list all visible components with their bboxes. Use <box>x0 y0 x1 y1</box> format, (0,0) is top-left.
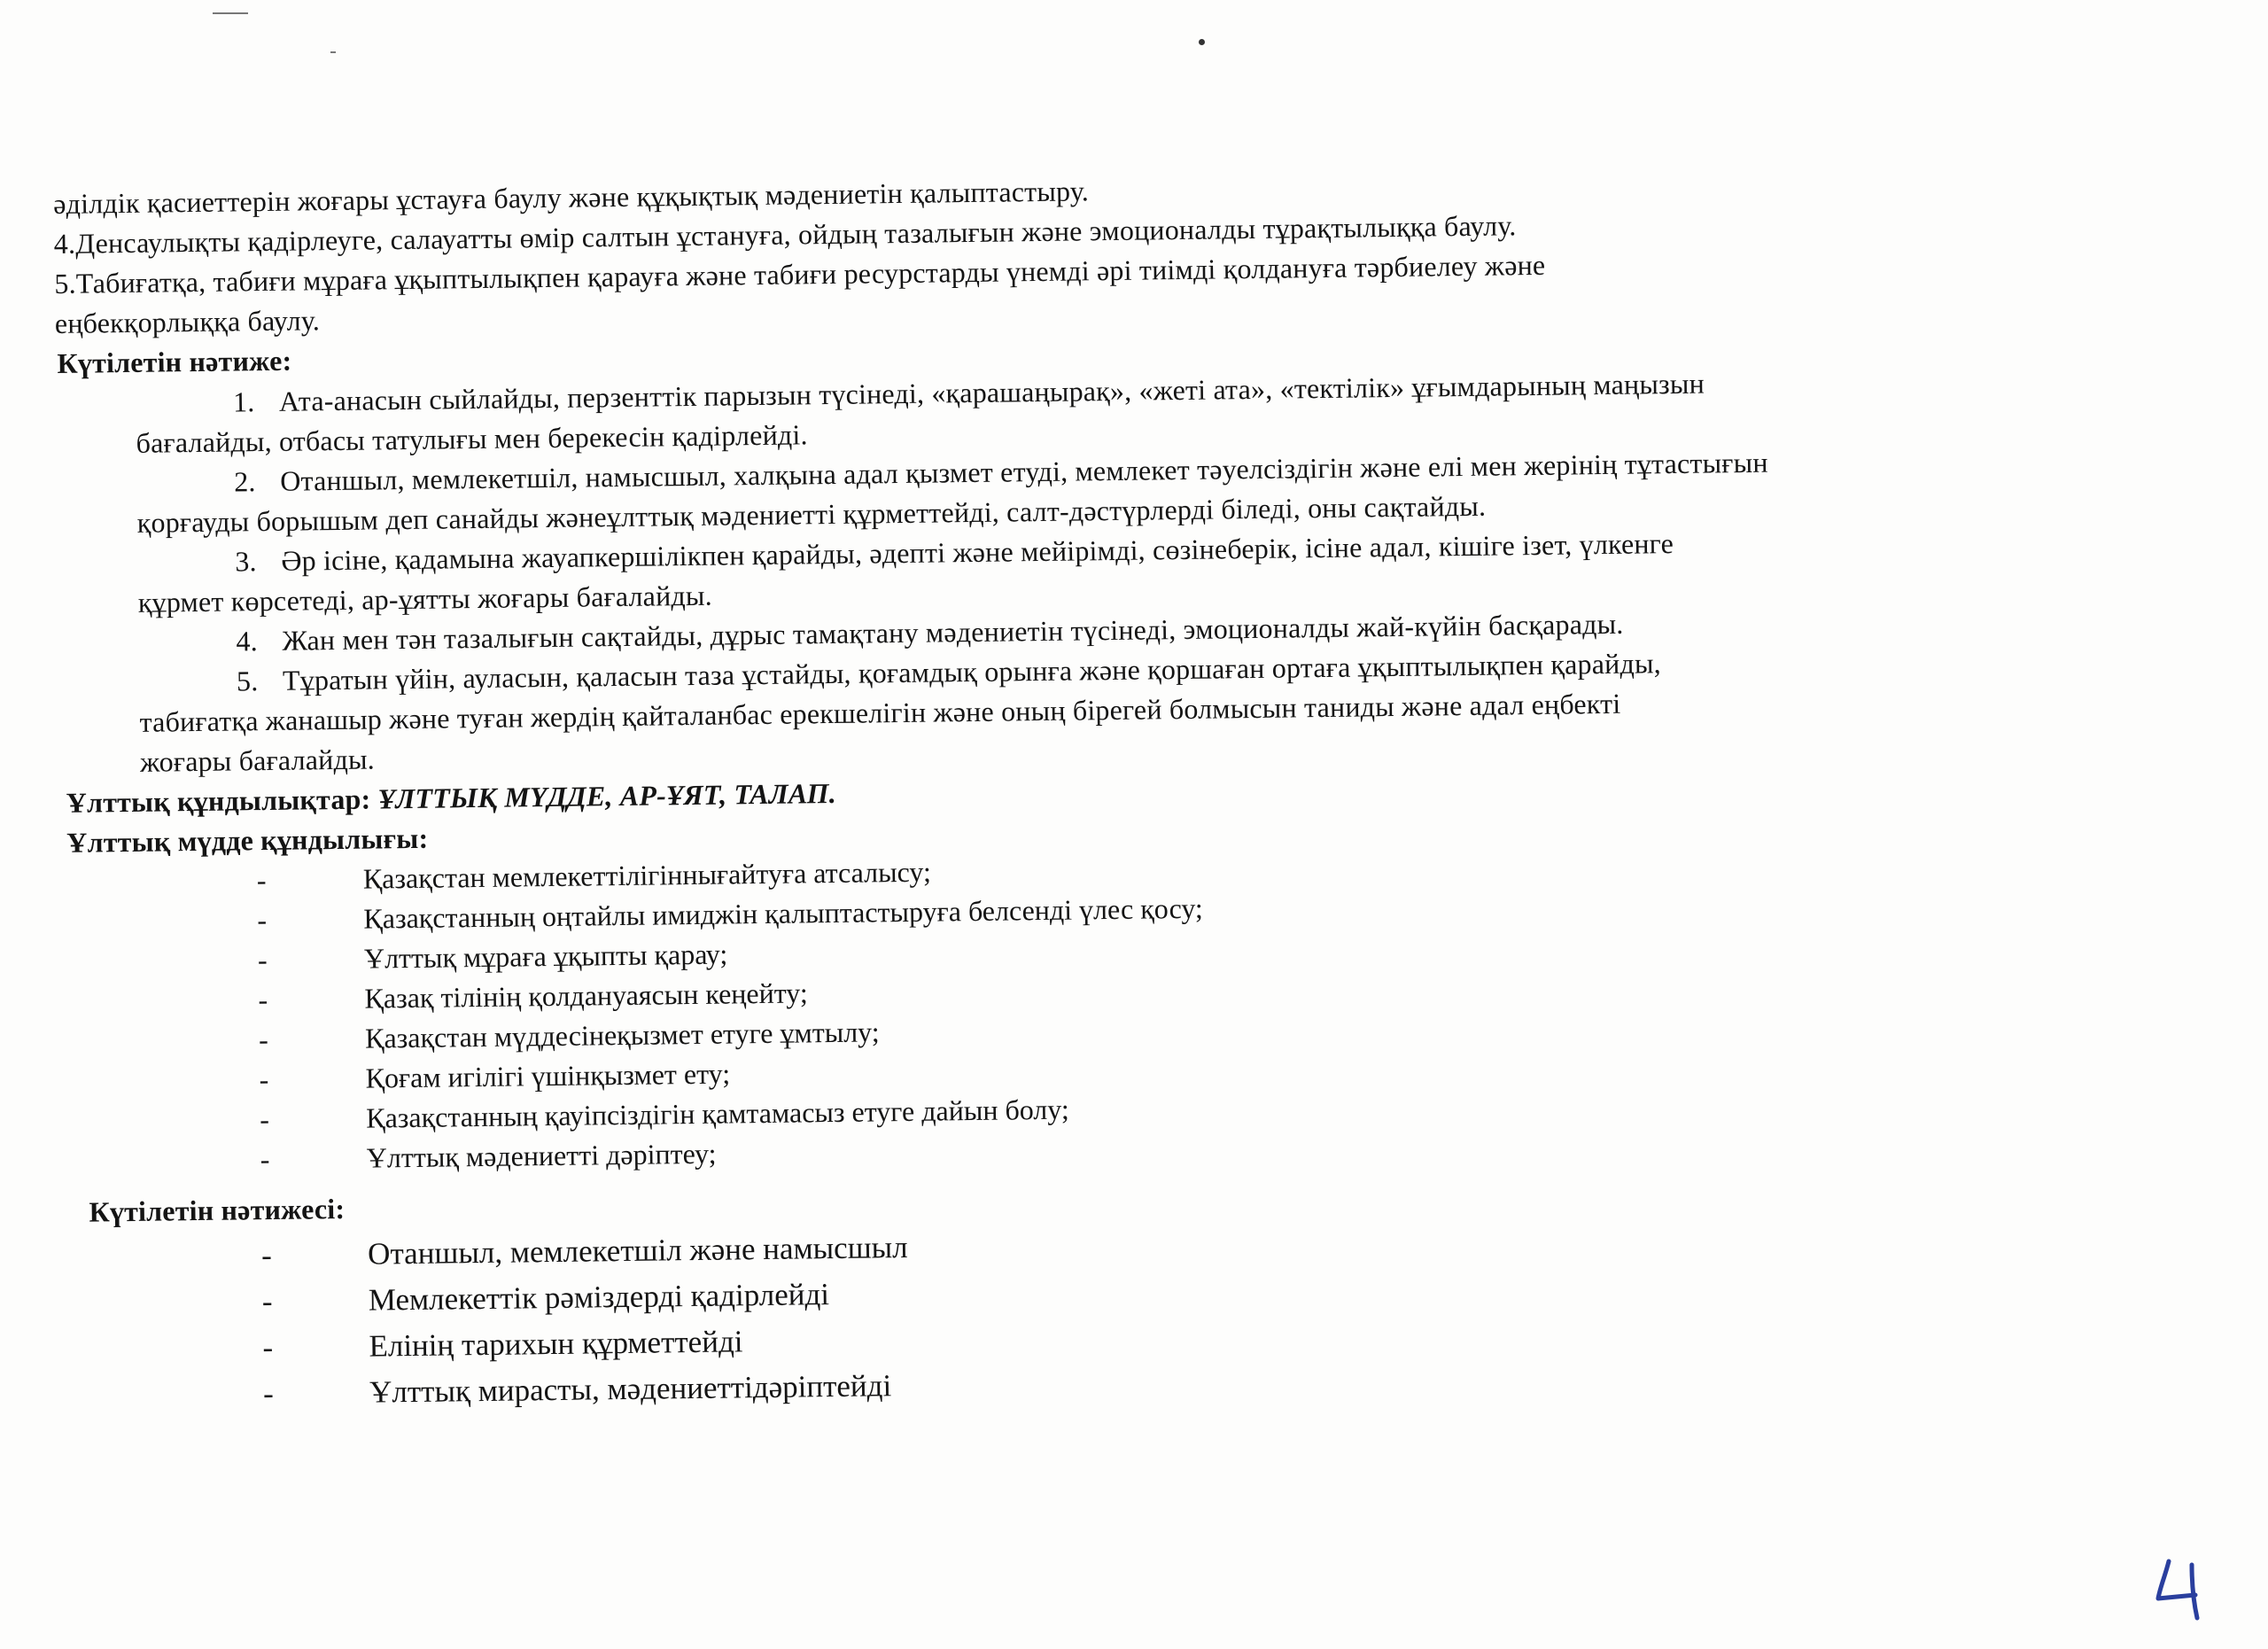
bullet-item <box>259 1057 730 1096</box>
scan-speck <box>213 12 248 14</box>
scan-speck <box>330 51 336 53</box>
item-text: Тұратын үйін, ауласын, қаласын таза ұстайды, қоғамдық орынға және қоршаған ортаға ұқыптылықпен қарайды, <box>282 647 1662 696</box>
bullet-dash: - <box>257 904 268 937</box>
item-number: 3. <box>235 545 257 578</box>
national-values-line <box>66 777 836 820</box>
bullet-dash: - <box>260 1237 273 1273</box>
bullet-dash: - <box>260 1103 270 1136</box>
item-text: Жан мен тән тазалығын сақтайды, дұрыс тамақтану мәдениетін түсінеді, эмоционалды жай-күйін басқарады. <box>282 607 1624 657</box>
bullet-dash: - <box>262 1329 274 1365</box>
item-continuation: жоғары бағалайды. <box>139 743 376 778</box>
item-number: 5. <box>236 665 259 697</box>
item-number: 4. <box>236 625 259 657</box>
bullet-item <box>262 1324 743 1365</box>
bullet-item <box>261 1230 908 1273</box>
bullet-item <box>262 1277 830 1319</box>
bullet-text: Мемлекеттік рәміздерді қадірлейді <box>368 1277 830 1318</box>
item-continuation: бағалайды, отбасы татулығы мен берекесін қадірлейді. <box>136 418 808 459</box>
text-line: еңбекқорлыққа баулу. <box>54 304 321 339</box>
bullet-item <box>259 1015 880 1056</box>
bullet-text: Ұлттық мирасты, мәдениеттідәріптейді <box>369 1368 892 1410</box>
bullet-dash: - <box>258 1023 268 1056</box>
bullet-dash: - <box>260 1143 270 1176</box>
bullet-text: Қазақстанның қауіпсіздігін қамтамасыз етуге дайын болу; <box>365 1093 1069 1134</box>
bullet-item <box>257 892 1203 937</box>
bullet-dash: - <box>256 864 267 897</box>
bullet-text: Қазақстан мемлекеттілігіннығайтуға атсалысу; <box>362 855 932 895</box>
section-heading: Күтілетін нәтижесі: <box>89 1192 346 1228</box>
bullet-dash: - <box>258 984 268 1016</box>
bullet-dash: - <box>259 1063 269 1096</box>
handwritten-page-number <box>2153 1556 2224 1622</box>
item-text: Ата-анасын сыйлайды, перзенттік парызын түсінеді, «қарашаңырақ», «жеті ата», «тектілік» ұғымдарының маңызын <box>278 367 1705 417</box>
item-continuation: құрмет көрсетеді, ар-ұятты жоғары бағалайды. <box>137 579 713 618</box>
item-number: 1. <box>232 385 255 418</box>
bullet-text: Ұлттық мұраға ұқыпты қарау; <box>363 937 728 975</box>
bullet-text: Ұлттық мәдениетті дәріптеу; <box>366 1137 717 1174</box>
national-values-label: Ұлттық құндылықтар: <box>66 782 371 819</box>
item-text: Отаншыл, мемлекетшіл, намысшыл, халқына адал қызмет етуді, мемлекет тәуелсіздігін және елі мен жерінің тұтастығын <box>279 446 1768 497</box>
bullet-text: Елінің тарихын құрметтейді <box>369 1324 743 1364</box>
item-continuation: табиғатқа жанашыр және туған жердің қайталанбас ерекшелігін және оның бірегей болмысын таниды және адал еңбекті <box>139 687 1621 738</box>
text-line: әділдік қасиеттерін жоғары ұстауға баулу және құқықтық мәдениетін қалыптастыру. <box>53 175 1090 220</box>
bullet-dash: - <box>262 1375 275 1412</box>
bullet-text: Қазақстан мүддесінеқызмет етуге ұмтылу; <box>364 1015 880 1054</box>
item-number: 2. <box>233 465 256 498</box>
bullet-item <box>258 938 728 977</box>
text-line: 5.Табиғатқа, табиғи мұраға ұқыптылықпен қарауға және табиғи ресурстарды үнемді әрі тиімді қолдануға тәрбиелеу және <box>54 248 1546 299</box>
scan-speck <box>1199 39 1205 45</box>
item-continuation: қорғауды борышым деп санайды жәнеұлттық мәдениетті құрметтейді, салт-дәстүрлерді біледі, оны сақтайды. <box>136 489 1487 539</box>
bullet-item <box>260 1093 1069 1136</box>
bullet-item <box>258 976 808 1016</box>
document-body <box>53 161 2197 1412</box>
section-heading: Ұлттық мүдде құндылығы: <box>66 821 429 859</box>
bullet-item <box>260 1138 717 1176</box>
numbered-item <box>233 368 1705 419</box>
national-values-value: ҰЛТТЫҚ МҮДДЕ, АР-ҰЯТ, ТАЛАП. <box>377 776 837 815</box>
bullet-dash: - <box>257 944 268 976</box>
bullet-text: Отаншыл, мемлекетшіл және намысшыл <box>367 1229 908 1272</box>
section-heading: Күтілетін нәтиже: <box>57 344 292 379</box>
item-text: Әр ісіне, қадамына жауапкершілікпен қарайды, әдепті және мейірімді, сөзінеберік, ісіне адал, кішіге ізет, үлкенге <box>281 527 1674 577</box>
bullet-item <box>257 856 931 898</box>
bullet-item <box>263 1368 892 1412</box>
bullet-text: Қоғам игілігі үшінқызмет ету; <box>365 1057 731 1094</box>
bullet-text: Қазақстанның оңтайлы имиджін қалыптастыруға белсенді үлес қосу; <box>363 891 1204 935</box>
bullet-dash: - <box>261 1283 273 1319</box>
bullet-text: Қазақ тілінің қолдануаясын кеңейту; <box>364 976 808 1015</box>
text-line: 4.Денсаулықты қадірлеуге, салауатты өмір салтын ұстануға, ойдың тазалығын және эмоционалды тұрақтылыққа баулу. <box>53 209 1517 260</box>
